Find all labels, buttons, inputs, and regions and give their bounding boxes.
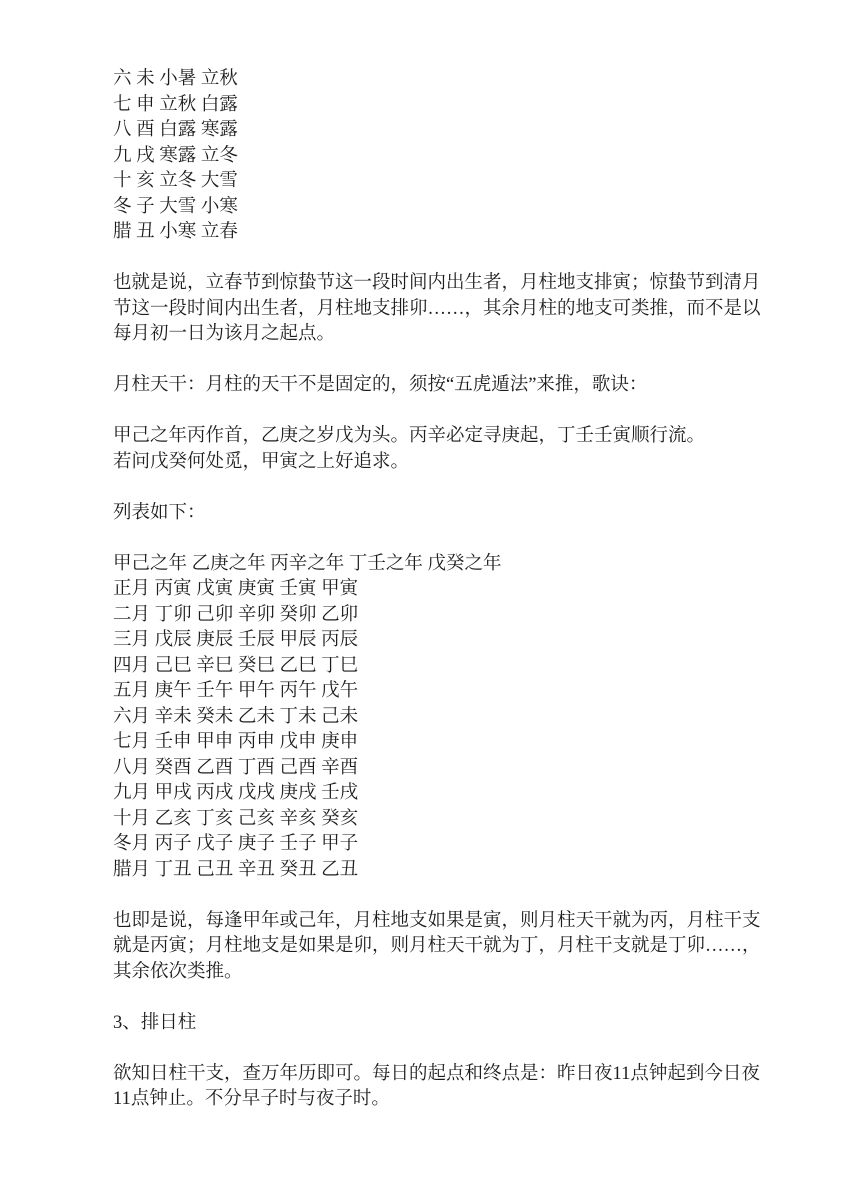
table-row: 腊月 丁丑 己丑 辛丑 癸丑 乙丑 [113, 859, 359, 880]
text-line: 11点钟止。不分早子时与夜子时。 [113, 1089, 390, 1109]
solar-term-row: 腊 丑 小寒 立春 [113, 222, 238, 242]
table-row: 六月 辛未 癸未 乙未 丁未 己未 [113, 706, 359, 727]
table-row: 三月 戊辰 庚辰 壬辰 甲辰 丙辰 [113, 630, 359, 650]
text-line: 月柱天干：月柱的天干不是固定的，须按“五虎遁法”来推，歌诀： [113, 375, 648, 395]
paragraph-day-pillar [113, 1062, 778, 1113]
text-line: 欲知日柱干支，查万年历即可。每日的起点和终点是：昨日夜11点钟起到今日夜 [113, 1063, 760, 1084]
solar-term-branch-list [113, 67, 778, 246]
list-intro [113, 501, 778, 527]
solar-term-row: 九 戌 寒露 立冬 [113, 145, 238, 166]
five-tiger-rhyme [113, 424, 778, 475]
table-row: 八月 癸酉 乙酉 丁酉 己酉 辛酉 [113, 757, 359, 778]
table-row: 十月 乙亥 丁亥 己亥 辛亥 癸亥 [113, 808, 359, 829]
document-content [113, 67, 778, 1113]
solar-term-row: 六 未 小暑 立秋 [113, 69, 238, 89]
solar-term-row: 七 申 立秋 白露 [113, 94, 238, 115]
solar-term-row: 冬 子 大雪 小寒 [113, 196, 238, 217]
section-heading-day-pillar [113, 1011, 778, 1037]
paragraph-branch-explain [113, 271, 778, 348]
table-row: 九月 甲戌 丙戌 戊戌 庚戌 壬戌 [113, 783, 359, 803]
table-row: 正月 丙寅 戊寅 庚寅 壬寅 甲寅 [113, 579, 359, 599]
solar-term-row: 八 酉 白露 寒露 [113, 120, 238, 140]
table-header-row: 甲己之年 乙庚之年 丙辛之年 丁壬之年 戊癸之年 [113, 553, 502, 574]
text-line: 也即是说，每逢甲年或己年，月柱地支如果是寅，则月柱天干就为丙，月柱干支 [113, 910, 761, 931]
table-row: 五月 庚午 壬午 甲午 丙午 戊午 [113, 681, 359, 701]
text-line: 节这一段时间内出生者，月柱地支排卯……，其余月柱的地支可类推，而不是以 [113, 298, 761, 319]
text-line: 其余依次类推。 [113, 961, 243, 982]
paragraph-month-stem-intro [113, 373, 778, 399]
table-row: 七月 壬申 甲申 丙申 戊申 庚申 [113, 732, 359, 752]
text-line: 列表如下： [113, 502, 206, 523]
paragraph-stem-explain [113, 909, 778, 986]
table-row: 冬月 丙子 戊子 庚子 壬子 甲子 [113, 834, 359, 854]
text-line: 每月初一日为该月之起点。 [113, 324, 336, 344]
text-line: 甲己之年丙作首，乙庚之岁戊为头。丙辛必定寻庚起，丁壬壬寅顺行流。 [113, 426, 706, 446]
five-tiger-table [113, 552, 778, 884]
table-row: 四月 己巳 辛巳 癸巳 乙巳 丁巳 [113, 655, 359, 676]
table-row: 二月 丁卯 己卯 辛卯 癸卯 乙卯 [113, 604, 359, 625]
section-heading: 3、排日柱 [113, 1012, 197, 1033]
solar-term-row: 十 亥 立冬 大雪 [113, 171, 238, 191]
text-line: 也就是说，立春节到惊蛰节这一段时间内出生者，月柱地支排寅；惊蛰节到清月 [113, 273, 761, 293]
text-line: 就是丙寅；月柱地支是如果是卯，则月柱天干就为丁，月柱干支就是丁卯……， [113, 936, 761, 956]
text-line: 若问戊癸何处觅，甲寅之上好追求。 [113, 451, 410, 472]
